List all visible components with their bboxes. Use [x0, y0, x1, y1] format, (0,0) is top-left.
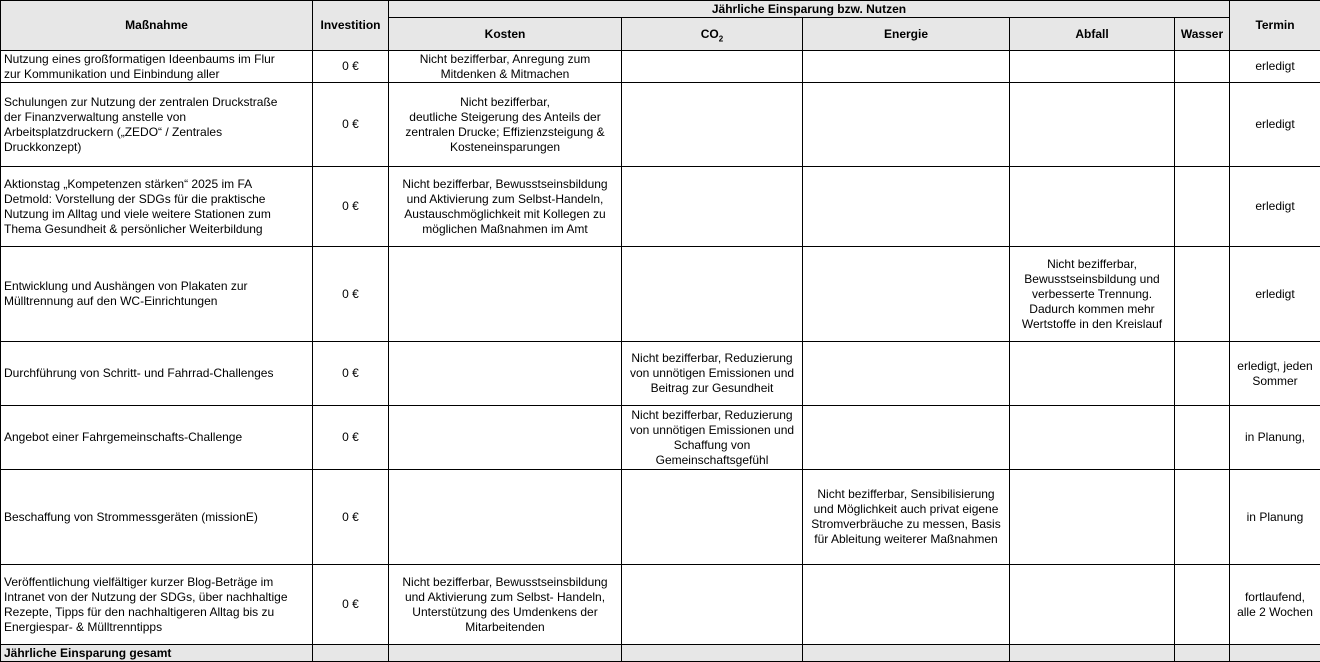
cell-massnahme	[1, 470, 313, 565]
table-row	[1, 565, 1320, 645]
cell-massnahme-line: Detmold: Vorstellung der SDGs für die praktische	[4, 191, 266, 206]
cell-co2	[622, 247, 803, 342]
table-row	[1, 470, 1320, 565]
cell-massnahme	[1, 51, 313, 83]
cell-wasser	[1175, 51, 1230, 83]
cell-abfall	[1010, 342, 1175, 406]
table-row	[1, 167, 1320, 247]
cell-kosten	[389, 51, 622, 83]
cell-massnahme-line: Angebot einer Fahrgemeinschafts-Challenge	[4, 430, 243, 444]
header-co2	[622, 18, 803, 51]
cell-co2-line: Nicht bezifferbar, Reduzierung	[631, 351, 793, 365]
total-co2	[622, 645, 803, 662]
cell-energie-line: für Ableitung weiterer Maßnahmen	[814, 532, 998, 546]
cell-abfall-line: Nicht bezifferbar,	[1047, 256, 1137, 271]
cell-massnahme-line: Arbeitsplatzdruckern („ZEDO“ / Zentrales	[4, 124, 223, 139]
cell-massnahme-line: Nutzung im Alltag und viele weitere Stationen zum	[4, 206, 271, 221]
cell-investition: 0 €	[313, 342, 389, 406]
cell-massnahme-line: Veröffentlichung vielfältiger kurzer Blog-Beträge im	[4, 574, 274, 589]
cell-termin	[1230, 247, 1320, 342]
cell-massnahme-line: Nutzung eines großformatigen Ideenbaums im Flur	[4, 51, 275, 66]
cell-kosten	[389, 470, 622, 565]
cell-energie	[803, 470, 1010, 565]
cell-termin-line: erledigt	[1255, 117, 1295, 131]
cell-energie	[803, 83, 1010, 167]
cell-investition: 0 €	[313, 565, 389, 645]
cell-abfall-line: Bewusstseinsbildung und	[1024, 271, 1160, 286]
cell-abfall-line: Wertstoffe in den Kreislauf	[1021, 316, 1163, 331]
cell-massnahme	[1, 247, 313, 342]
header-massnahme: Maßnahme	[1, 1, 313, 51]
cell-kosten	[389, 247, 622, 342]
cell-massnahme-line: Schulungen zur Nutzung der zentralen Druckstraße	[4, 94, 278, 109]
cell-kosten-line: deutliche Steigerung des Anteils der	[409, 109, 601, 124]
table-row	[1, 342, 1320, 406]
cell-massnahme-line: Energiespar- & Mülltrenntipps	[4, 619, 163, 634]
cell-co2-line: Gemeinschaftsgefühl	[655, 452, 769, 467]
cell-massnahme	[1, 83, 313, 167]
cell-massnahme	[1, 342, 313, 406]
cell-termin-line: erledigt, jeden	[1237, 358, 1313, 373]
cell-termin-line: erledigt	[1255, 59, 1295, 73]
cell-abfall	[1010, 167, 1175, 247]
cell-termin	[1230, 167, 1320, 247]
cell-termin	[1230, 406, 1320, 470]
table-row	[1, 51, 1320, 83]
cell-investition: 0 €	[313, 406, 389, 470]
cell-kosten-line: Mitarbeitenden	[465, 619, 545, 634]
cell-massnahme-line: Mülltrennung auf den WC-Einrichtungen	[4, 294, 218, 308]
cell-kosten-line: und Aktivierung zum Selbst- Handeln,	[404, 589, 606, 604]
cell-kosten-line: zentralen Drucke; Effizienzsteigung &	[405, 124, 605, 139]
cell-termin-line: in Planung,	[1244, 430, 1306, 444]
cell-wasser	[1175, 565, 1230, 645]
cell-termin	[1230, 342, 1320, 406]
cell-kosten	[389, 167, 622, 247]
cell-energie	[803, 247, 1010, 342]
cell-massnahme-line: Druckkonzept)	[4, 139, 82, 154]
cell-massnahme-line: Durchführung von Schritt- und Fahrrad-Challenges	[4, 366, 274, 380]
total-row	[1, 645, 1320, 662]
cell-energie-line: und Möglichkeit auch privat eigene	[813, 502, 999, 516]
cell-termin-line: fortlaufend,	[1244, 589, 1306, 604]
total-wasser	[1175, 645, 1230, 662]
cell-energie	[803, 167, 1010, 247]
cell-investition: 0 €	[313, 83, 389, 167]
header-group-einsparung: Jährliche Einsparung bzw. Nutzen	[389, 1, 1230, 18]
header-kosten: Kosten	[389, 18, 622, 51]
cell-termin-line: in Planung	[1246, 509, 1304, 524]
cell-kosten-line: Nicht bezifferbar,	[460, 94, 550, 109]
cell-wasser	[1175, 83, 1230, 167]
cell-abfall	[1010, 470, 1175, 565]
cell-termin	[1230, 565, 1320, 645]
cell-massnahme-line: Intranet von der Nutzung der SDGs, über nachhaltige	[4, 589, 288, 604]
header-co2-subscript: 2	[718, 33, 724, 43]
cell-kosten	[389, 83, 622, 167]
cell-energie	[803, 342, 1010, 406]
cell-energie	[803, 565, 1010, 645]
cell-energie-line: Stromverbräuche zu messen, Basis	[811, 517, 1001, 531]
cell-investition: 0 €	[313, 51, 389, 83]
total-kosten	[389, 645, 622, 662]
cell-kosten-line: Nicht bezifferbar, Bewusstseinsbildung	[402, 574, 608, 589]
cell-abfall	[1010, 406, 1175, 470]
cell-energie	[803, 51, 1010, 83]
cell-energie-line: Nicht bezifferbar, Sensibilisierung	[817, 487, 995, 501]
cell-abfall	[1010, 51, 1175, 83]
cell-massnahme-line: Aktionstag „Kompetenzen stärken“ 2025 im FA	[4, 176, 253, 191]
cell-kosten-line: Austauschmöglichkeit mit Kollegen zu	[404, 206, 606, 221]
cell-co2	[622, 470, 803, 565]
cell-massnahme	[1, 406, 313, 470]
cell-kosten-line: möglichen Maßnahmen im Amt	[422, 221, 588, 236]
table-row	[1, 83, 1320, 167]
total-investition	[313, 645, 389, 662]
cell-wasser	[1175, 342, 1230, 406]
cell-termin	[1230, 83, 1320, 167]
cell-kosten-line: und Aktivierung zum Selbst-Handeln,	[406, 191, 604, 206]
cell-massnahme-line: der Finanzverwaltung anstelle von	[4, 109, 187, 124]
cell-co2	[622, 167, 803, 247]
cell-wasser	[1175, 247, 1230, 342]
header-termin: Termin	[1230, 1, 1320, 51]
cell-massnahme-line: Rezepte, Tipps für den nachhaltigeren Alltag bis zu	[4, 604, 275, 619]
cell-abfall	[1010, 83, 1175, 167]
cell-termin	[1230, 51, 1320, 83]
cell-abfall	[1010, 565, 1175, 645]
cell-wasser	[1175, 470, 1230, 565]
cell-kosten-line: Mitdenken & Mitmachen	[440, 66, 570, 81]
cell-co2-line: Nicht bezifferbar, Reduzierung	[631, 407, 793, 422]
cell-investition: 0 €	[313, 247, 389, 342]
cell-massnahme-line: zur Kommunikation und Einbindung aller	[4, 66, 220, 81]
cell-co2-line: Schaffung von	[673, 437, 751, 452]
cell-kosten-line: Unterstützung des Umdenkens der	[412, 604, 598, 619]
cell-termin	[1230, 470, 1320, 565]
cell-kosten	[389, 342, 622, 406]
cell-termin-line: Sommer	[1252, 373, 1298, 388]
cell-kosten-line: Nicht bezifferbar, Anregung zum	[419, 51, 591, 66]
cell-wasser	[1175, 406, 1230, 470]
table-row	[1, 247, 1320, 342]
cell-wasser	[1175, 167, 1230, 247]
cell-termin-line: alle 2 Wochen	[1237, 604, 1313, 619]
cell-termin-line: erledigt	[1255, 199, 1295, 213]
table-row	[1, 406, 1320, 470]
cell-abfall	[1010, 247, 1175, 342]
cell-investition: 0 €	[313, 470, 389, 565]
header-co2-label: CO	[700, 26, 719, 41]
total-energie	[803, 645, 1010, 662]
cell-kosten	[389, 406, 622, 470]
cell-co2	[622, 51, 803, 83]
cell-kosten	[389, 565, 622, 645]
cell-massnahme	[1, 565, 313, 645]
cell-kosten-line: Kosteneinsparungen	[449, 139, 561, 154]
cell-massnahme-line: Beschaffung von Strommessgeräten (missionE)	[4, 509, 258, 524]
cell-massnahme-line: Thema Gesundheit & persönlicher Weiterbildung	[4, 221, 263, 236]
total-termin	[1230, 645, 1320, 662]
cell-co2	[622, 83, 803, 167]
cell-energie	[803, 406, 1010, 470]
cell-co2	[622, 342, 803, 406]
header-energie: Energie	[803, 18, 1010, 51]
header-investition: Investition	[313, 1, 389, 51]
total-abfall	[1010, 645, 1175, 662]
cell-co2-line: von unnötigen Emissionen und	[629, 366, 795, 380]
cell-co2-line: von unnötigen Emissionen und	[629, 422, 795, 437]
cell-co2-line: Beitrag zur Gesundheit	[650, 381, 774, 395]
header-wasser: Wasser	[1175, 18, 1230, 51]
cell-termin-line: erledigt	[1255, 286, 1295, 301]
cell-massnahme-line: Entwicklung und Aushängen von Plakaten zur	[4, 279, 248, 293]
cell-massnahme	[1, 167, 313, 247]
cell-abfall-line: verbesserte Trennung.	[1031, 286, 1153, 301]
total-label: Jährliche Einsparung gesamt	[1, 645, 313, 662]
cell-abfall-line: Dadurch kommen mehr	[1029, 301, 1155, 316]
header-abfall: Abfall	[1010, 18, 1175, 51]
cell-investition: 0 €	[313, 167, 389, 247]
cell-kosten-line: Nicht bezifferbar, Bewusstseinsbildung	[402, 176, 608, 191]
cell-co2	[622, 406, 803, 470]
cell-co2	[622, 565, 803, 645]
